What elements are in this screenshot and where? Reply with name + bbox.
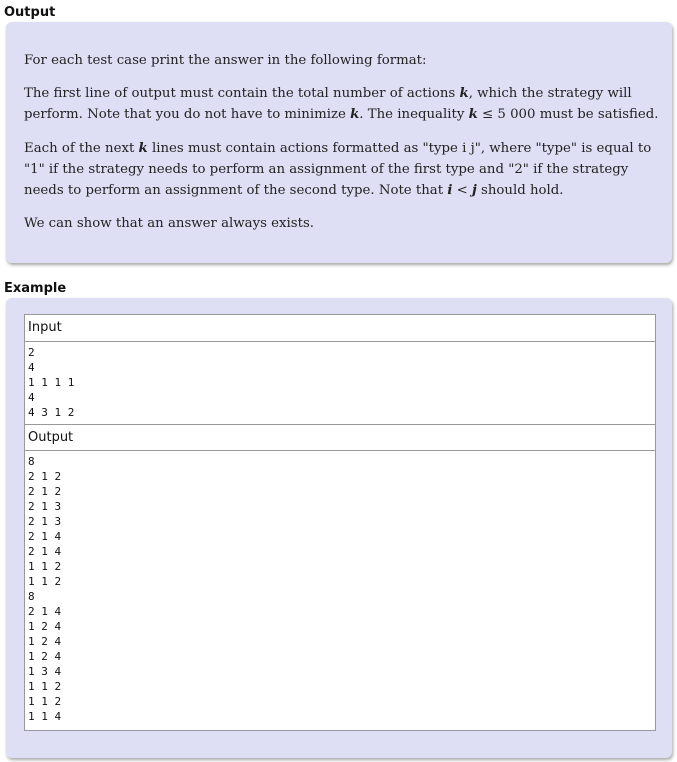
output-line: 1 1 2 bbox=[28, 680, 62, 693]
example-section-heading: Example bbox=[4, 281, 67, 296]
math-lt: < bbox=[452, 183, 472, 198]
output-paragraph-4: We can show that an answer always exists. bbox=[24, 216, 315, 231]
output-line: 1 1 2 bbox=[28, 560, 62, 573]
output-line: 2 1 3 bbox=[28, 515, 62, 528]
output-line: 2 1 4 bbox=[28, 545, 62, 558]
input-title: Input bbox=[25, 315, 655, 342]
output-title: Output bbox=[25, 424, 655, 451]
math-leq: ≤ bbox=[477, 107, 498, 122]
output-line: 1 2 4 bbox=[28, 620, 62, 633]
output-section-heading: Output bbox=[4, 5, 56, 20]
math-k: k bbox=[459, 86, 469, 101]
output-description-panel bbox=[6, 22, 672, 263]
math-k: k bbox=[138, 141, 148, 156]
output-line: 2 1 2 bbox=[28, 485, 62, 498]
input-line: 1 1 1 1 bbox=[28, 376, 75, 389]
output-line: 1 1 4 bbox=[28, 710, 62, 723]
input-line: 4 bbox=[28, 361, 35, 374]
example-input-box bbox=[24, 314, 656, 425]
text-span: should hold. bbox=[476, 183, 564, 198]
input-content[interactable] bbox=[25, 342, 655, 420]
input-line: 2 bbox=[28, 346, 35, 359]
output-paragraph-1: For each test case print the answer in the following format: bbox=[24, 53, 427, 68]
output-content[interactable] bbox=[25, 451, 655, 724]
output-line: 1 3 4 bbox=[28, 665, 62, 678]
text-span: The first line of output must contain the total number of actions bbox=[24, 86, 460, 101]
output-line: 1 1 2 bbox=[28, 575, 62, 588]
math-j: j bbox=[471, 183, 477, 198]
math-number: 5 000 bbox=[497, 107, 536, 122]
text-span: , which the strategy will perform. Note that you do not have to minimize bbox=[24, 86, 632, 122]
output-line: 2 1 3 bbox=[28, 500, 62, 513]
output-paragraph-2 bbox=[24, 83, 664, 125]
math-k: k bbox=[350, 107, 360, 122]
output-line: 1 2 4 bbox=[28, 650, 62, 663]
output-line: 8 bbox=[28, 590, 35, 603]
output-paragraph-3 bbox=[24, 138, 664, 201]
example-output-box bbox=[24, 424, 656, 731]
math-i: i bbox=[447, 183, 453, 198]
output-line: 2 1 2 bbox=[28, 470, 62, 483]
input-line: 4 3 1 2 bbox=[28, 406, 75, 419]
text-span: Each of the next bbox=[24, 141, 139, 156]
text-span: . The inequality bbox=[359, 107, 469, 122]
output-line: 2 1 4 bbox=[28, 605, 62, 618]
text-span: lines must contain actions formatted as "type i j", where "type" is equal to "1" if the strategy needs to perform an assignment of the first type and "2" if the strategy needs to perform an assignment of the second type. Note that bbox=[24, 141, 652, 198]
input-line: 4 bbox=[28, 391, 35, 404]
text-span: must be satisfied. bbox=[535, 107, 659, 122]
output-line: 2 1 4 bbox=[28, 530, 62, 543]
output-line: 1 1 2 bbox=[28, 695, 62, 708]
math-k: k bbox=[468, 107, 478, 122]
output-line: 1 2 4 bbox=[28, 635, 62, 648]
output-line: 8 bbox=[28, 455, 35, 468]
